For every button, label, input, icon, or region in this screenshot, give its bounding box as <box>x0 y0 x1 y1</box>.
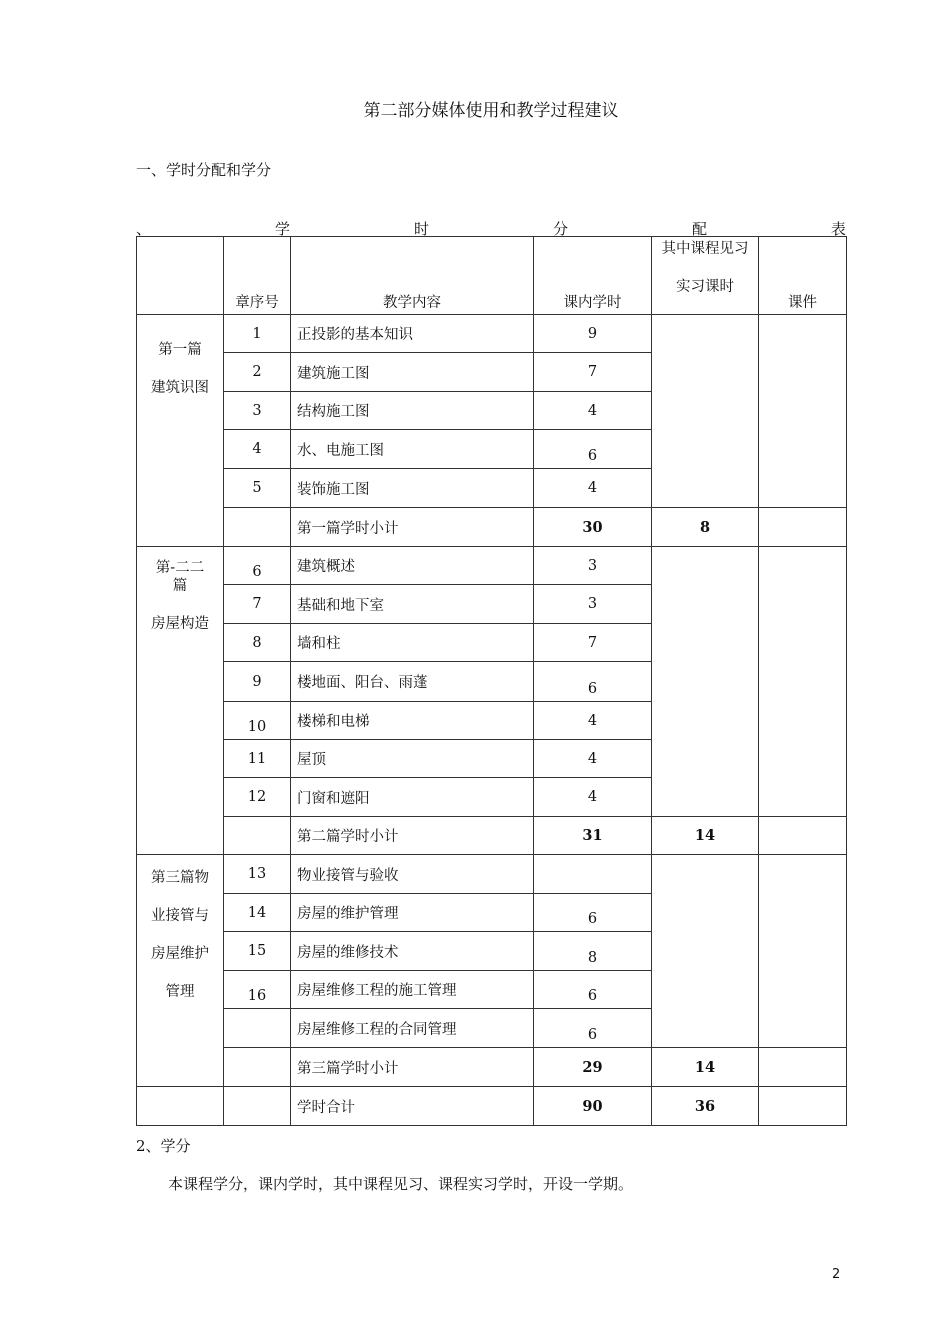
seq-cell: 14 <box>224 894 291 932</box>
group-label-line: 第三篇物 <box>151 870 209 886</box>
seq-cell <box>224 817 291 855</box>
header-content: 教学内容 <box>291 237 534 315</box>
subtotal-row <box>137 817 847 855</box>
content-cell: 装饰施工图 <box>291 469 534 508</box>
group-label <box>137 315 224 547</box>
hours-cell: 4 <box>534 702 652 740</box>
content-cell: 建筑概述 <box>291 547 534 585</box>
group-label-line: 房屋构造 <box>151 616 209 632</box>
hours-cell: 8 <box>534 932 652 971</box>
table-row <box>137 855 847 894</box>
content-cell: 墙和柱 <box>291 624 534 662</box>
group-label-line: 管理 <box>165 984 195 1000</box>
content-cell: 楼地面、阳台、雨蓬 <box>291 662 534 702</box>
caption-char: 表 <box>830 220 846 238</box>
subtotal-hours: 29 <box>534 1048 652 1087</box>
content-cell: 建筑施工图 <box>291 353 534 392</box>
seq-cell <box>224 1009 291 1048</box>
practice-cell <box>652 547 759 817</box>
hours-allocation-table <box>136 236 847 1126</box>
courseware-cell <box>759 1087 847 1126</box>
hours-cell: 6 <box>534 894 652 932</box>
content-cell: 房屋维修工程的施工管理 <box>291 971 534 1009</box>
content-cell: 门窗和遮阳 <box>291 778 534 817</box>
section-heading-credits: 2、学分 <box>136 1137 191 1155</box>
hours-cell: 7 <box>534 624 652 662</box>
seq-cell: 2 <box>224 353 291 392</box>
hours-cell: 6 <box>534 662 652 702</box>
total-practice: 36 <box>652 1087 759 1126</box>
subtotal-label: 第三篇学时小计 <box>291 1048 534 1087</box>
seq-cell: 16 <box>224 971 291 1009</box>
subtotal-label: 第一篇学时小计 <box>291 508 534 547</box>
subtotal-row <box>137 1048 847 1087</box>
group-label-line: 篇 <box>172 578 188 594</box>
caption-char: 学 <box>274 220 290 238</box>
content-cell: 基础和地下室 <box>291 585 534 624</box>
group-label-line: 房屋维护 <box>151 946 209 962</box>
seq-cell <box>224 1048 291 1087</box>
seq-cell: 7 <box>224 585 291 624</box>
total-label: 学时合计 <box>291 1087 534 1126</box>
hours-cell: 6 <box>534 1009 652 1048</box>
group-label <box>137 855 224 1087</box>
seq-cell: 8 <box>224 624 291 662</box>
courseware-cell <box>759 547 847 817</box>
header-group-cell <box>137 237 224 315</box>
courseware-cell <box>759 1048 847 1087</box>
seq-cell: 4 <box>224 430 291 469</box>
seq-cell: 10 <box>224 702 291 740</box>
page-number: 2 <box>832 1267 841 1282</box>
subtotal-hours: 30 <box>534 508 652 547</box>
seq-cell <box>224 1087 291 1126</box>
hours-cell: 4 <box>534 392 652 430</box>
practice-cell <box>652 315 759 508</box>
content-cell: 屋顶 <box>291 740 534 778</box>
courseware-cell <box>759 315 847 508</box>
seq-cell: 12 <box>224 778 291 817</box>
group-label-line: 业接管与 <box>151 908 209 924</box>
hours-cell: 6 <box>534 971 652 1009</box>
subtotal-practice: 14 <box>652 817 759 855</box>
caption-char: 时 <box>413 220 429 238</box>
group-label-line: 第一篇 <box>158 342 202 358</box>
header-practice-line1: 其中课程见习 <box>661 241 749 257</box>
content-cell: 楼梯和电梯 <box>291 702 534 740</box>
seq-cell: 6 <box>224 547 291 585</box>
subtotal-row <box>137 508 847 547</box>
content-cell: 结构施工图 <box>291 392 534 430</box>
subtotal-practice: 14 <box>652 1048 759 1087</box>
subtotal-hours: 31 <box>534 817 652 855</box>
hours-cell: 3 <box>534 547 652 585</box>
subtotal-practice: 8 <box>652 508 759 547</box>
group-label-line: 第-二二 <box>155 560 205 576</box>
courseware-cell <box>759 817 847 855</box>
content-cell: 房屋的维护管理 <box>291 894 534 932</box>
content-cell: 正投影的基本知识 <box>291 315 534 353</box>
hours-cell: 4 <box>534 469 652 508</box>
group-label <box>137 1087 224 1126</box>
caption-char: 、 <box>136 220 152 238</box>
courseware-cell <box>759 855 847 1048</box>
courseware-cell <box>759 508 847 547</box>
hours-cell: 7 <box>534 353 652 392</box>
hours-cell: 4 <box>534 778 652 817</box>
table-header-row <box>137 237 847 315</box>
header-seq: 章序号 <box>224 237 291 315</box>
document-title: 第二部分媒体使用和教学过程建议 <box>363 101 619 121</box>
seq-cell: 5 <box>224 469 291 508</box>
hours-cell: 9 <box>534 315 652 353</box>
seq-cell: 9 <box>224 662 291 702</box>
content-cell: 水、电施工图 <box>291 430 534 469</box>
subtotal-label: 第二篇学时小计 <box>291 817 534 855</box>
hours-cell: 4 <box>534 740 652 778</box>
group-label-line: 建筑识图 <box>151 380 209 396</box>
practice-cell <box>652 855 759 1048</box>
content-cell: 房屋的维修技术 <box>291 932 534 971</box>
content-cell: 物业接管与验收 <box>291 855 534 894</box>
header-practice <box>652 237 759 315</box>
seq-cell: 11 <box>224 740 291 778</box>
header-practice-line2: 实习课时 <box>676 279 734 295</box>
total-hours: 90 <box>534 1087 652 1126</box>
caption-char: 分 <box>552 220 568 238</box>
caption-char: 配 <box>691 220 707 238</box>
table-row <box>137 547 847 585</box>
header-courseware: 课件 <box>759 237 847 315</box>
hours-cell: 3 <box>534 585 652 624</box>
content-cell: 房屋维修工程的合同管理 <box>291 1009 534 1048</box>
hours-cell: 6 <box>534 430 652 469</box>
seq-cell: 15 <box>224 932 291 971</box>
header-class-hours: 课内学时 <box>534 237 652 315</box>
seq-cell: 3 <box>224 392 291 430</box>
seq-cell <box>224 508 291 547</box>
hours-cell <box>534 855 652 894</box>
table-row <box>137 315 847 353</box>
total-row <box>137 1087 847 1126</box>
seq-cell: 1 <box>224 315 291 353</box>
credits-paragraph: 本课程学分，课内学时，其中课程见习、课程实习学时，开设一学期。 <box>168 1175 634 1193</box>
group-label <box>137 547 224 855</box>
seq-cell: 13 <box>224 855 291 894</box>
section-heading-hours: 一、学时分配和学分 <box>136 161 272 179</box>
